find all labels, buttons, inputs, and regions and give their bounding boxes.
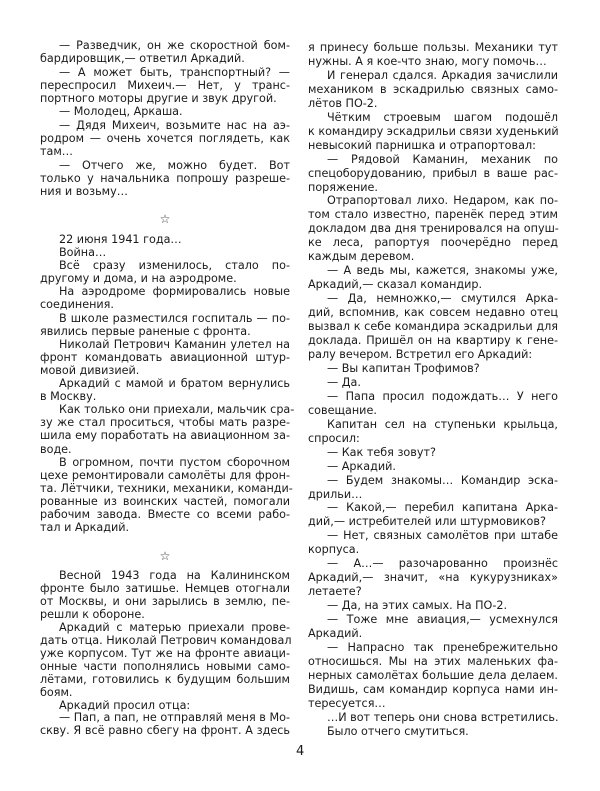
section-3 — [40, 570, 290, 738]
text-line: Николай Петрович Каманин улетел на — [59, 337, 290, 351]
text-line: вызвал к себе командира эскадрильи для — [308, 320, 558, 334]
paragraph — [40, 39, 290, 66]
paragraph — [308, 362, 558, 376]
text-line: лётами, готовились к будущим большим — [40, 672, 290, 686]
paragraph — [308, 529, 558, 557]
text-line: Аркадий с матерью приехали прове- — [59, 620, 290, 634]
text-line: — Разведчик, он же скоростной бом- — [59, 39, 290, 52]
text-line: лётов ПО-2. — [308, 96, 378, 110]
text-line: фронт командовать авиационной штур- — [40, 350, 290, 364]
paragraph — [308, 390, 558, 418]
text-line: шила ему поработать на авиационном за- — [40, 429, 290, 443]
text-line: от Москвы, и они зарылись в землю, пе- — [40, 594, 290, 608]
text-line: Видишь, сам командир корпуса нами ин- — [308, 682, 558, 696]
text-line: Было отчего смутиться. — [327, 724, 469, 738]
text-line: — Будем знакомы… Командир эска- — [327, 473, 558, 487]
text-line: онные части пополнялись новыми само- — [40, 659, 290, 673]
text-line: фронте было затишье. Немцев отогнали — [40, 581, 290, 595]
paragraph — [308, 446, 558, 460]
paragraph — [308, 460, 558, 474]
text-line: — Как тебя зовут? — [327, 445, 436, 459]
text-line: ке леса, рапортуя поочерёдно перед — [308, 236, 558, 250]
text-line: — Да, на этих самых. На ПО-2. — [327, 599, 508, 613]
text-line: портного моторы другие и звук другой. — [40, 92, 277, 106]
text-line: Чётким строевым шагом подошёл — [327, 110, 558, 124]
text-line: переспросил Михеич.— Нет, у транс- — [40, 78, 290, 92]
text-line: та. Лётчики, техники, механики, команди- — [40, 481, 293, 495]
paragraph — [40, 159, 290, 199]
text-line: — Пап, а пап, не отправляй меня в Мо- — [59, 711, 290, 725]
text-line: — Молодец, Аркаша. — [59, 105, 183, 119]
paragraph — [40, 338, 290, 377]
text-line: Война… — [59, 246, 107, 260]
paragraph — [308, 292, 558, 362]
paragraph — [40, 285, 290, 311]
text-line: — А ведь мы, кажется, знакомы уже, — [327, 264, 558, 278]
text-line: доклада. Пришёл он на квартиру к гене- — [308, 334, 558, 348]
paragraph — [308, 418, 558, 446]
paragraph — [40, 105, 290, 118]
text-line: — Да. — [327, 375, 361, 389]
text-line: механиком в эскадрилью связных само- — [308, 82, 558, 96]
text-line: бардировщик,— ответил Аркадий. — [40, 52, 245, 66]
section-separator-star-icon: ☆ — [159, 549, 171, 563]
paragraph — [308, 41, 558, 69]
text-line: — Нет, связных самолётов при штабе — [327, 529, 558, 543]
text-line: 22 июня 1941 года… — [59, 233, 182, 246]
text-line: воде. — [40, 442, 72, 456]
text-line: корпуса. — [308, 543, 360, 557]
text-line: к командиру эскадрильи связи худенький — [308, 124, 559, 138]
paragraph — [308, 153, 558, 195]
text-line: нужны. А я кое-что знаю, могу помочь… — [308, 54, 547, 68]
text-line: дрильи… — [308, 487, 363, 501]
text-line: рабочим завода. Вместе со всеми рабо- — [40, 507, 290, 521]
text-line: ралу вечером. Встретил его Аркадий: — [308, 347, 533, 361]
paragraph — [40, 246, 290, 259]
paragraph — [308, 376, 558, 390]
text-line: докладом два дня тренировался на опуш- — [308, 222, 559, 236]
text-line: В школе разместился госпиталь — по- — [59, 311, 290, 325]
text-line: тересуется… — [308, 696, 386, 710]
text-line: тал и Аркадий. — [40, 521, 130, 535]
paragraph — [40, 570, 290, 622]
paragraph — [40, 233, 290, 246]
paragraph — [40, 312, 290, 338]
text-line: относишься. Мы на этих маленьких фа- — [308, 654, 558, 668]
paragraph — [308, 599, 558, 613]
text-line: — Дядя Михеич, возьмите нас на аэ- — [59, 118, 290, 132]
text-line: — Отчего же, можно будет. Вот — [59, 158, 290, 172]
paragraph — [308, 111, 558, 153]
text-line: — Какой,— перебил капитана Арка- — [327, 501, 558, 515]
text-line: Всё сразу изменилось, стало по- — [59, 259, 290, 273]
text-line: дать отца. Николай Петрович командовал — [40, 633, 292, 647]
paragraph — [40, 455, 293, 535]
text-line: в Москву. — [40, 390, 97, 404]
text-line: я принесу больше пользы. Механики тут — [308, 41, 558, 54]
text-line: Аркадий,— значит, «на кукурузниках» — [308, 571, 558, 585]
text-line: — Папа просил подождать… У него — [327, 389, 558, 403]
paragraph — [308, 69, 558, 111]
text-line: соединения. — [40, 298, 114, 312]
text-line: невысокий парнишка и отрапортовал: — [308, 138, 536, 152]
paragraph — [40, 377, 290, 403]
text-line: мовой дивизией. — [40, 363, 140, 377]
paragraph — [40, 119, 290, 159]
text-line: рованные из воинских частей, помогали — [40, 494, 290, 508]
text-line: явились первые раненые с фронта. — [40, 324, 251, 338]
text-line: зу же стал проситься, чтобы мать разре- — [40, 416, 290, 430]
paragraph — [40, 66, 290, 106]
text-line: родром — очень хочется поглядеть, как — [40, 132, 290, 146]
text-line: На аэродроме формировались новые — [59, 285, 290, 299]
text-line: только у начальника попрошу разреше- — [40, 171, 290, 185]
paragraph — [308, 501, 558, 529]
section-2 — [40, 233, 295, 535]
text-line: — Тоже мне авиация,— усмехнулся — [327, 613, 558, 627]
paragraph — [308, 725, 558, 739]
text-line: другому и дома, и на аэродроме. — [40, 272, 237, 286]
paragraph — [308, 557, 558, 599]
section-continuation — [308, 41, 558, 739]
text-line: Как только они приехали, мальчик сра- — [59, 403, 295, 417]
text-line: поряжение. — [308, 180, 378, 194]
text-line: боям. — [40, 685, 73, 699]
paragraph — [308, 474, 558, 502]
text-line: В огромном, почти пустом сборочном — [59, 455, 290, 469]
text-line: — А…— разочарованно произнёс — [327, 557, 558, 571]
text-line: — Напрасно так пренебрежительно — [327, 640, 558, 654]
text-line: — Аркадий. — [327, 459, 396, 473]
text-line: совещание. — [308, 403, 377, 417]
text-line: скву. Я всё равно сбегу на фронт. А здесь — [40, 724, 290, 738]
page-number: 4 — [296, 744, 305, 759]
paragraph — [308, 613, 558, 641]
paragraph — [308, 641, 558, 711]
paragraph — [40, 622, 290, 700]
text-line: — Вы капитан Трофимов? — [327, 361, 480, 375]
text-line: — Да, немножко,— смутился Арка- — [327, 292, 558, 306]
text-line: ния и возьму… — [40, 185, 128, 199]
paragraph — [40, 712, 290, 738]
text-line: Аркадий просил отца: — [59, 698, 191, 712]
text-line: И генерал сдался. Аркадия зачислили — [327, 68, 558, 82]
section-separator-star-icon: ☆ — [159, 212, 171, 226]
text-line: Капитан сел на ступеньки крыльца, — [327, 417, 558, 431]
text-line: цехе ремонтировали самолёты для фрон- — [40, 468, 290, 482]
paragraph — [40, 403, 295, 456]
text-line: уже корпусом. Тут же на фронте авиаци- — [40, 646, 290, 660]
text-line: — Рядовой Каманин, механик по — [327, 152, 558, 166]
text-line: спросил: — [308, 431, 360, 445]
text-line: летаете? — [308, 585, 362, 599]
paragraph — [40, 259, 290, 285]
section-1 — [40, 39, 290, 199]
text-line: спецоборудованию, прибыл в ваше рас- — [308, 166, 558, 180]
text-line: дий,— истребителей или штурмовиков? — [308, 515, 546, 529]
text-line: Аркадий. — [308, 627, 363, 641]
text-line: каждым деревом. — [308, 250, 415, 264]
text-line: …И вот теперь они снова встретились. — [327, 710, 559, 724]
text-line: дий, вспомнив, как совсем недавно отец — [308, 306, 558, 320]
text-line: том стало известно, паренёк перед этим — [308, 208, 558, 222]
text-line: Весной 1943 года на Калининском — [59, 569, 290, 582]
text-line: Аркадий с мамой и братом вернулись — [59, 377, 290, 391]
paragraph — [308, 264, 558, 292]
paragraph — [308, 194, 558, 264]
text-line: нерных самолётах большие дела делаем. — [308, 668, 558, 682]
text-line: Аркадий,— сказал командир. — [308, 278, 483, 292]
text-line: — А может быть, транспортный? — — [59, 65, 290, 79]
text-line: Отрапортовал лихо. Недаром, как по- — [327, 194, 558, 208]
text-line: там… — [40, 145, 73, 159]
text-line: решли к обороне. — [40, 607, 145, 621]
paragraph — [308, 711, 558, 725]
